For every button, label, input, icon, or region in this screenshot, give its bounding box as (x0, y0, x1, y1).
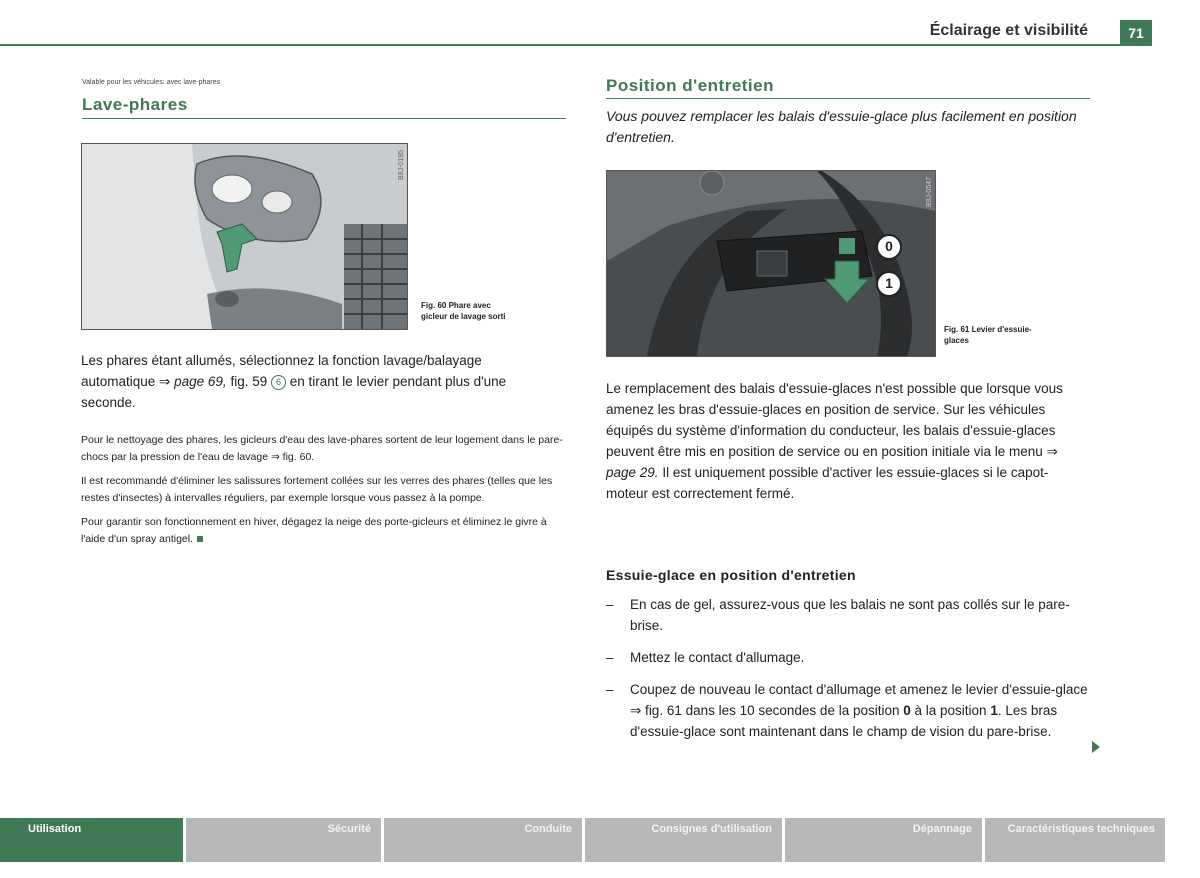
dash-bullet: – (606, 682, 614, 697)
tab-depannage[interactable]: Dépannage (785, 818, 982, 862)
paragraph: Pour le nettoyage des phares, les gicleurs d'eau des lave-phares sortent de leur logement dans le pare-chocs par la pression de l'eau de lavage ⇒ fig. 60. (81, 434, 563, 463)
chapter-title: Éclairage et visibilité (929, 22, 1088, 39)
page-number: 71 (1120, 20, 1152, 46)
text-run: Pour garantir son fonctionnement en hiver, dégagez la neige des porte-gicleurs et éliminez le givre à l'aide d'un spray antigel. (81, 516, 547, 545)
caption-line: Fig. 61 Levier d'essuie- (944, 325, 1032, 334)
text-run: Il est uniquement possible d'activer les essuie-glaces si le capot-moteur est correctement fermé. (606, 465, 1049, 501)
dash-bullet: – (606, 597, 614, 612)
continue-arrow-icon (1092, 741, 1100, 753)
text-run: Le remplacement des balais d'essuie-glaces n'est possible que lorsque vous amenez les bras d'essuie-glaces en position de service. Sur les véhicules équipés du système d'information du conducteur, les balais d'essuie-glaces peuvent être mis en position de service ou en position initiale via le menu ⇒ (606, 381, 1063, 459)
tab-conduite[interactable]: Conduite (384, 818, 582, 862)
figure-60-headlight (81, 143, 408, 330)
figure-61-wiper-lever (606, 170, 936, 357)
chapter-tabs (0, 818, 1200, 862)
dash-bullet: – (606, 650, 614, 665)
tab-consignes[interactable]: Consignes d'utilisation (585, 818, 782, 862)
figure-61-caption (944, 324, 1032, 346)
caption-line: gicleur de lavage sorti (421, 312, 506, 321)
header-rule (0, 44, 1120, 46)
subsection-title: Essuie-glace en position d'entretien (606, 567, 856, 583)
figure-60-caption (421, 300, 505, 322)
caption-line: Fig. 60 Phare avec (421, 301, 491, 310)
page-link[interactable]: page 69, (174, 374, 227, 389)
text-run: Coupez de nouveau le contact d'allumage et amenez le levier d'essuie-glace ⇒ fig. 61 dans les 10 secondes de la position (630, 682, 1088, 718)
text-run: 0 (903, 703, 911, 718)
left-body-small (81, 432, 563, 555)
text-run: 1 (990, 703, 998, 718)
figure-code: B8J-0547 (926, 177, 933, 207)
list-item (606, 679, 1090, 742)
text-run: fig. 59 (226, 374, 271, 389)
steps-list (606, 594, 1090, 753)
figure-code: B8J-0195 (398, 150, 405, 180)
paragraph: Il est recommandé d'éliminer les salissures fortement collées sur les verres des phares (telles que les restes d'insectes) à intervalles réguliers, par exemple lorsque vous passez à la pompe. (81, 475, 553, 504)
paragraph (81, 514, 563, 548)
list-item (606, 647, 1090, 668)
page-link[interactable]: page 29. (606, 465, 659, 480)
list-item (606, 594, 1090, 636)
text-run: . Les bras d'essuie-glace sont maintenant dans le champ de vision du pare-brise. (630, 703, 1058, 739)
caption-line: glaces (944, 336, 969, 345)
position-1-label: 1 (885, 275, 893, 291)
tab-caracteristiques[interactable]: Caractéristiques techniques (985, 818, 1165, 862)
section-title-headlight-washer: Lave-phares (82, 95, 188, 114)
callout-circle: 6 (271, 375, 286, 390)
paragraph-service-position (606, 378, 1088, 504)
position-0-label: 0 (885, 238, 893, 254)
wiper-lever-illustration (607, 171, 935, 356)
text-run: Mettez le contact d'allumage. (630, 650, 805, 665)
text-run: Les phares étant allumés, sélectionnez la fonction lavage/balayage automatique ⇒ (81, 353, 482, 389)
text-run: à la position (910, 703, 991, 718)
headlight-illustration (82, 144, 407, 329)
section-title-service-position: Position d'entretien (606, 76, 774, 95)
paragraph-intro (81, 350, 533, 413)
text-run: en tirant le levier pendant plus d'une seconde. (81, 374, 507, 410)
section-intro: Vous pouvez remplacer les balais d'essuie-glace plus facilement en position d'entretien. (606, 108, 1077, 145)
section-rule (82, 118, 566, 119)
tab-securite[interactable]: Sécurité (186, 818, 381, 862)
text-run: En cas de gel, assurez-vous que les balais ne sont pas collés sur le pare-brise. (630, 597, 1070, 633)
end-of-section-icon (197, 536, 203, 542)
tab-utilisation[interactable]: Utilisation (0, 818, 183, 862)
section-rule (606, 98, 1090, 99)
applies-to-note: Valable pour les véhicules: avec lave-phares (82, 79, 221, 86)
